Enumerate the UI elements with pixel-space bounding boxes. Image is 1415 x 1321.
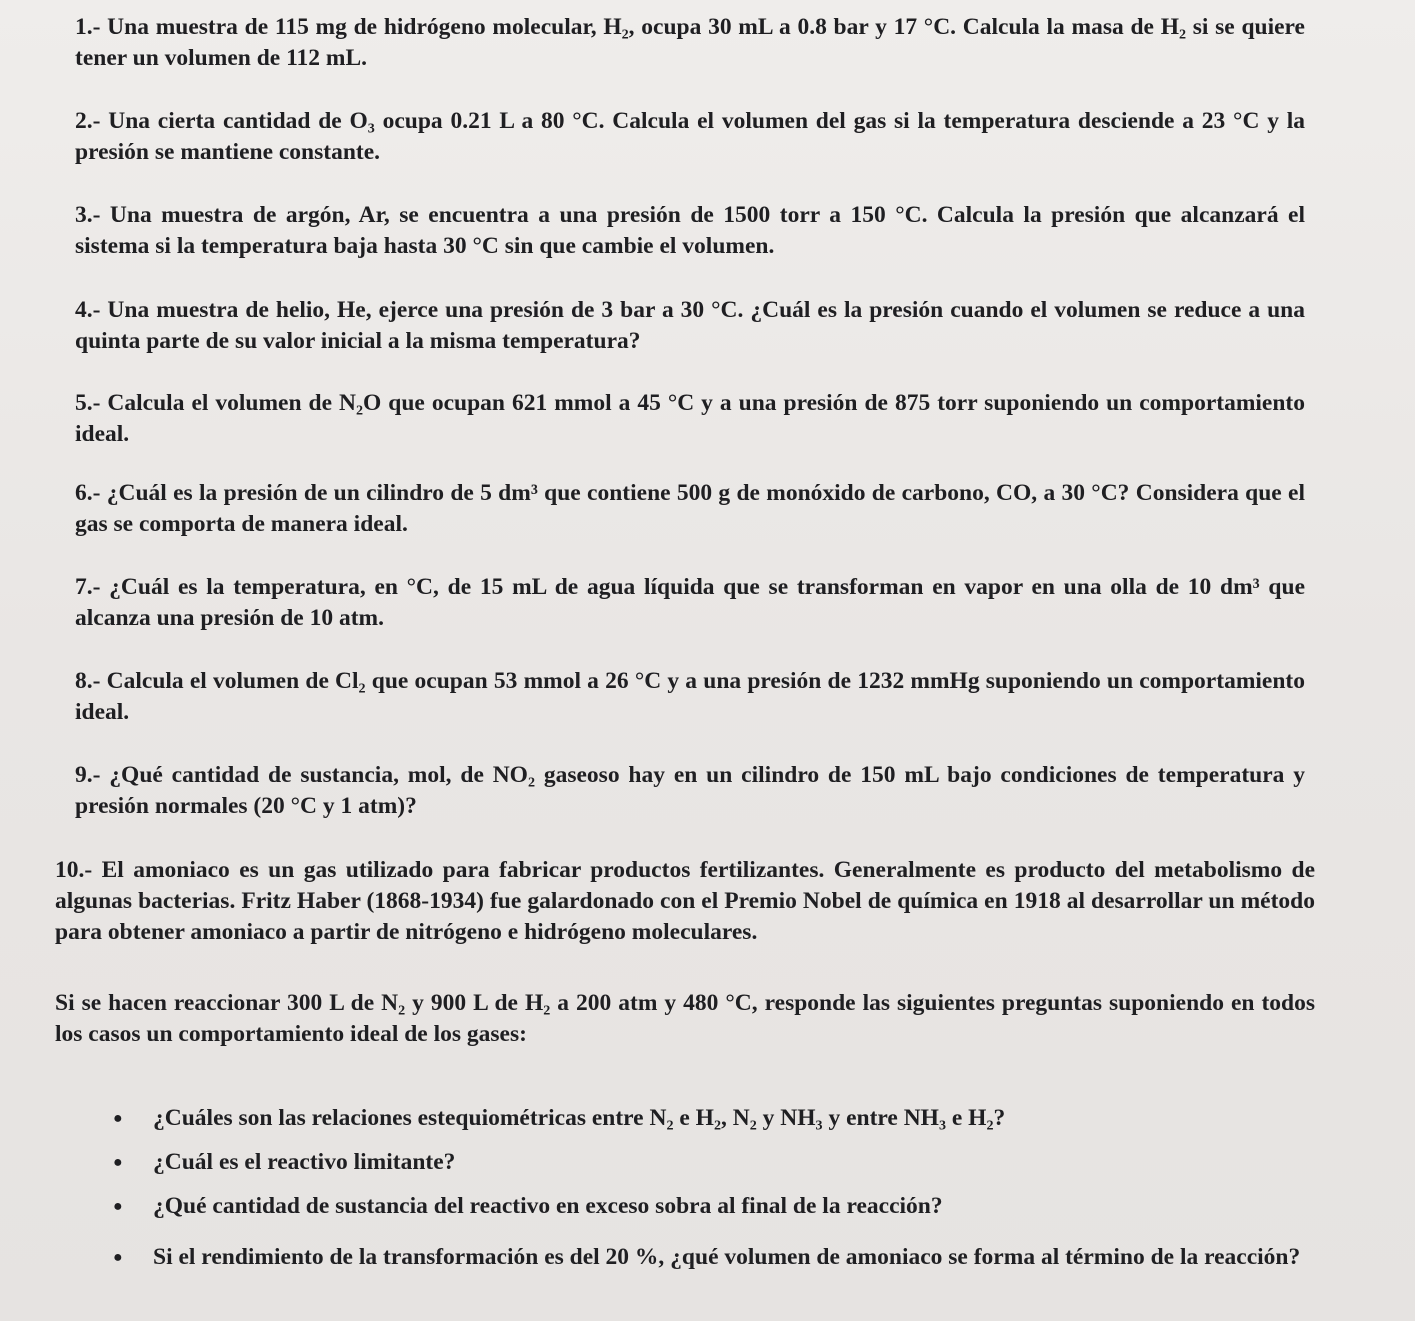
- question-item: ● Si el rendimiento de la transformación es del 20 %, ¿qué volumen de amoniaco se forma al término de la reacción?: [55, 1235, 1345, 1280]
- problem-8: 8.- Calcula el volumen de Cl₂ que ocupan 53 mmol a 26 °C y a una presión de 1232 mmHg suponiendo un comportamiento ideal.: [75, 668, 1305, 725]
- problem-4: 4.- Una muestra de helio, He, ejerce una presión de 3 bar a 30 °C. ¿Cuál es la presión cuando el volumen se reduce a una quinta parte de su valor inicial a la misma temperatura?: [75, 297, 1305, 354]
- problem-1: 1.- Una muestra de 115 mg de hidrógeno molecular, H₂, ocupa 30 mL a 0.8 bar y 17 °C. Calcula la masa de H₂ si se quiere tener un volumen de 112 mL.: [75, 14, 1305, 71]
- reaction-intro: Si se hacen reaccionar 300 L de N₂ y 900 L de H₂ a 200 atm y 480 °C, responde las siguientes preguntas suponiendo en todos los casos un comportamiento ideal de los gases:: [55, 990, 1315, 1047]
- question-item: ● ¿Qué cantidad de sustancia del reactivo en exceso sobra al final de la reacción?: [55, 1191, 1345, 1222]
- problem-3: 3.- Una muestra de argón, Ar, se encuentra a una presión de 1500 torr a 150 °C. Calcula la presión que alcanzará el sistema si la temperatura baja hasta 30 °C sin que cambie el volumen.: [75, 202, 1305, 259]
- problem-10: 10.- El amoniaco es un gas utilizado para fabricar productos fertilizantes. Generalmente es producto del metabolismo de algunas bacterias. Fritz Haber (1868-1934) fue galardonado con el Premio Nobel de química en 1918 al desarrollar un método para obtener amoniaco a partir de nitrógeno e hidrógeno moleculares.: [55, 857, 1315, 945]
- question-item: ● ¿Cuáles son las relaciones estequiométricas entre N₂ e H₂, N₂ y NH₃ y entre NH₃ e H₂?: [55, 1103, 1345, 1134]
- problem-5: 5.- Calcula el volumen de N₂O que ocupan 621 mmol a 45 °C y a una presión de 875 torr suponiendo un comportamiento ideal.: [75, 390, 1305, 447]
- problem-2: 2.- Una cierta cantidad de O₃ ocupa 0.21 L a 80 °C. Calcula el volumen del gas si la temperatura desciende a 23 °C y la presión se mantiene constante.: [75, 108, 1305, 165]
- question-item: ● ¿Cuál es el reactivo limitante?: [55, 1147, 1345, 1178]
- problem-7: 7.- ¿Cuál es la temperatura, en °C, de 15 mL de agua líquida que se transforman en vapor en una olla de 10 dm³ que alcanza una presión de 10 atm.: [75, 574, 1305, 631]
- problem-9: 9.- ¿Qué cantidad de sustancia, mol, de NO₂ gaseoso hay en un cilindro de 150 mL bajo condiciones de temperatura y presión normales (20 °C y 1 atm)?: [75, 762, 1305, 819]
- problem-6: 6.- ¿Cuál es la presión de un cilindro de 5 dm³ que contiene 500 g de monóxido de carbono, CO, a 30 °C? Considera que el gas se comporta de manera ideal.: [75, 480, 1305, 537]
- question-list: [55, 1103, 1345, 1293]
